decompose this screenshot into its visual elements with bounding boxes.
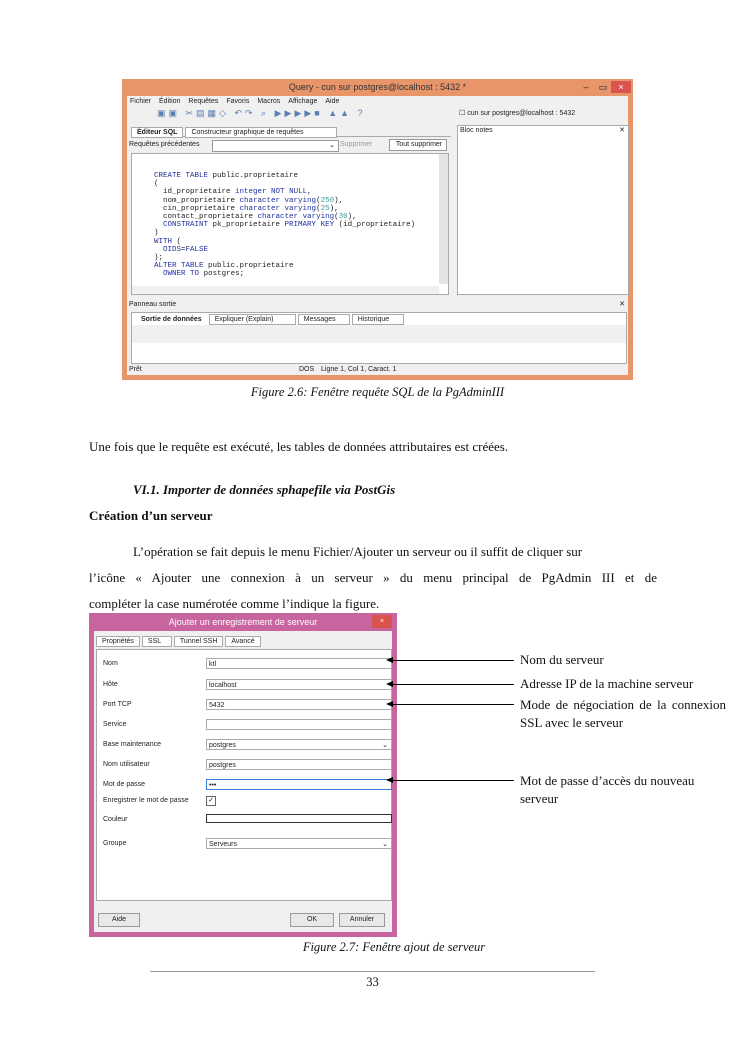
- section-heading: VI.1. Importer de données sphapefile via PostGis: [133, 482, 396, 497]
- paragraph-1: Une fois que le requête est exécuté, les tables de données attributaires est créées.: [89, 439, 509, 454]
- figure-caption-2: Figure 2.7: Fenêtre ajout de serveur: [302, 940, 486, 954]
- toolbar-icons[interactable]: ▣▣ ✂▤▦◇ ↶↷ ⌕ ▶▶▶▶■ ▲▲ ?: [157, 108, 366, 118]
- properties-panel: [96, 649, 392, 901]
- tab-sql-editor[interactable]: Éditeur SQL: [131, 127, 183, 138]
- annotation-name: Nom du serveur: [520, 652, 604, 667]
- arrow-port: [392, 704, 514, 705]
- vertical-scrollbar[interactable]: [439, 154, 448, 284]
- notes-panel[interactable]: [457, 125, 629, 295]
- annotation-ssl: Mode de négociation de la connexion SSL avec le serveur: [520, 697, 726, 730]
- menu-affichage[interactable]: Affichage: [288, 98, 318, 105]
- dialog-body: [94, 631, 392, 932]
- notes-title: Bloc notes: [460, 127, 493, 134]
- label-password: Mot de passe: [103, 781, 146, 788]
- output-tabs: [136, 314, 406, 325]
- menu-macros[interactable]: Macros: [257, 98, 281, 105]
- tab-ssh-tunnel[interactable]: Tunnel SSH: [174, 636, 223, 647]
- username-input[interactable]: postgres: [206, 759, 392, 770]
- sql-code: [154, 172, 415, 279]
- data-grid-header: [132, 325, 626, 343]
- label-group: Groupe: [103, 840, 127, 847]
- menu-edition[interactable]: Édition: [159, 98, 181, 105]
- sql-line: ): [154, 229, 159, 238]
- sql-line: CONSTRAINT pk_proprietaire PRIMARY KEY (id_proprietaire): [163, 221, 416, 230]
- output-panel: [131, 312, 627, 364]
- close-output-icon[interactable]: ✕: [619, 301, 625, 308]
- tab-explain[interactable]: Expliquer (Explain): [209, 314, 296, 325]
- status-ready: Prêt: [129, 366, 142, 373]
- window-title: Query - cun sur postgres@localhost : 5432 *: [288, 82, 467, 92]
- sql-line: nom_proprietaire character varying(250),: [154, 196, 344, 205]
- sql-line: cin_proprietaire character varying(25),: [154, 204, 339, 213]
- window-body: [127, 96, 628, 375]
- sql-line: OIDS=FALSE: [163, 245, 209, 254]
- help-button[interactable]: Aide: [98, 913, 140, 927]
- save-password-checkbox[interactable]: ✓: [206, 796, 216, 806]
- tab-query-builder[interactable]: Constructeur graphique de requêtes: [185, 127, 337, 138]
- horizontal-scrollbar[interactable]: [132, 286, 439, 294]
- chevron-down-icon: ⌄: [382, 841, 388, 848]
- label-name: Nom: [103, 660, 118, 667]
- add-server-dialog-screenshot: [89, 613, 397, 937]
- menu-fichier[interactable]: Fichier: [130, 98, 152, 105]
- tab-data-output[interactable]: Sortie de données: [136, 315, 207, 324]
- figure-caption-1: Figure 2.6: Fenêtre requête SQL de la PgAdminIII: [250, 385, 505, 399]
- label-username: Nom utilisateur: [103, 761, 150, 768]
- arrow-password: [392, 780, 514, 781]
- delete-all-button[interactable]: Tout supprimer: [389, 139, 447, 151]
- editor-tabs: [131, 127, 451, 137]
- label-port: Port TCP: [103, 701, 132, 708]
- annotation-host: Adresse IP de la machine serveur: [520, 676, 694, 691]
- cancel-button[interactable]: Annuler: [339, 913, 385, 927]
- connection-selector[interactable]: ☐ cun sur postgres@localhost : 5432: [459, 110, 576, 117]
- sql-line: contact_proprietaire character varying(30),: [154, 213, 357, 222]
- pgadmin-query-screenshot: [122, 79, 633, 380]
- maintenance-db-select[interactable]: [206, 739, 392, 750]
- password-input[interactable]: •••: [206, 779, 392, 790]
- group-select[interactable]: [206, 838, 392, 849]
- sql-editor[interactable]: [131, 153, 449, 295]
- sql-line: id_proprietaire integer NOT NULL,: [154, 188, 312, 197]
- group-value: Serveurs: [209, 841, 238, 848]
- tab-history[interactable]: Historique: [352, 314, 404, 325]
- host-input[interactable]: localhost: [206, 679, 392, 690]
- label-maintenance-db: Base maintenance: [103, 741, 161, 748]
- paragraph-2-line-1: L’opération se fait depuis le menu Fichier/Ajouter un serveur ou il suffit de cliquer sur: [133, 544, 583, 559]
- label-save-password: Enregistrer le mot de passe: [103, 797, 189, 804]
- label-color: Couleur: [103, 816, 128, 823]
- sql-line: WITH (: [154, 237, 182, 246]
- page-number: 33: [366, 975, 379, 989]
- sql-line: CREATE TABLE public.proprietaire: [154, 172, 299, 180]
- status-position: Ligne 1, Col 1, Caract. 1: [321, 366, 397, 373]
- port-input[interactable]: 5432: [206, 699, 392, 710]
- arrow-name: [392, 660, 514, 661]
- tab-messages[interactable]: Messages: [298, 314, 350, 325]
- label-host: Hôte: [103, 681, 118, 688]
- status-encoding: DOS: [299, 366, 315, 373]
- output-panel-title: Panneau sortie: [129, 301, 177, 308]
- name-input[interactable]: ktl: [206, 658, 392, 669]
- footer-divider: [150, 971, 595, 972]
- sql-line: ALTER TABLE public.proprietaire: [154, 262, 294, 271]
- minimize-icon[interactable]: –: [583, 82, 589, 92]
- dialog-close-icon[interactable]: ×: [372, 615, 392, 628]
- paragraph-2-line-2: l’icône « Ajouter une connexion à un serveur » du menu principal de PgAdmin III et de: [89, 570, 657, 585]
- subsection-heading: Création d’un serveur: [89, 508, 213, 523]
- previous-queries-label: Requêtes précédentes: [129, 141, 200, 148]
- delete-button[interactable]: Supprimer: [340, 141, 373, 148]
- tab-advanced[interactable]: Avancé: [225, 636, 260, 647]
- annotation-password: Mot de passe d’accès du nouveau serveur: [520, 773, 695, 806]
- tab-ssl[interactable]: SSL: [142, 636, 172, 647]
- previous-queries-select[interactable]: ⌄: [212, 140, 339, 152]
- close-notes-icon[interactable]: ✕: [619, 127, 625, 134]
- color-picker[interactable]: [206, 814, 392, 823]
- maximize-icon[interactable]: ▭: [598, 82, 608, 92]
- label-service: Service: [103, 721, 127, 728]
- sql-line: (: [154, 180, 159, 189]
- ok-button[interactable]: OK: [290, 913, 334, 927]
- connection-label: cun sur postgres@localhost : 5432: [467, 110, 576, 117]
- service-input[interactable]: [206, 719, 392, 730]
- menu-aide[interactable]: Aide: [325, 98, 340, 105]
- menu-favoris[interactable]: Favoris: [226, 98, 250, 105]
- dialog-title: Ajouter un enregistrement de serveur: [168, 617, 318, 627]
- menu-bar: [130, 98, 347, 105]
- sql-line: );: [154, 254, 164, 263]
- menu-requetes[interactable]: Requêtes: [188, 98, 219, 105]
- arrow-host: [392, 684, 514, 685]
- tab-properties[interactable]: Propriétés: [96, 636, 140, 647]
- chevron-down-icon: ⌄: [382, 742, 388, 749]
- paragraph-2-line-3: compléter la case numérotée comme l’indique la figure.: [89, 596, 380, 611]
- maintenance-db-value: postgres: [209, 742, 236, 749]
- sql-line: OWNER TO postgres;: [163, 270, 245, 279]
- close-icon[interactable]: ×: [611, 81, 631, 93]
- dialog-tabs: [96, 636, 263, 647]
